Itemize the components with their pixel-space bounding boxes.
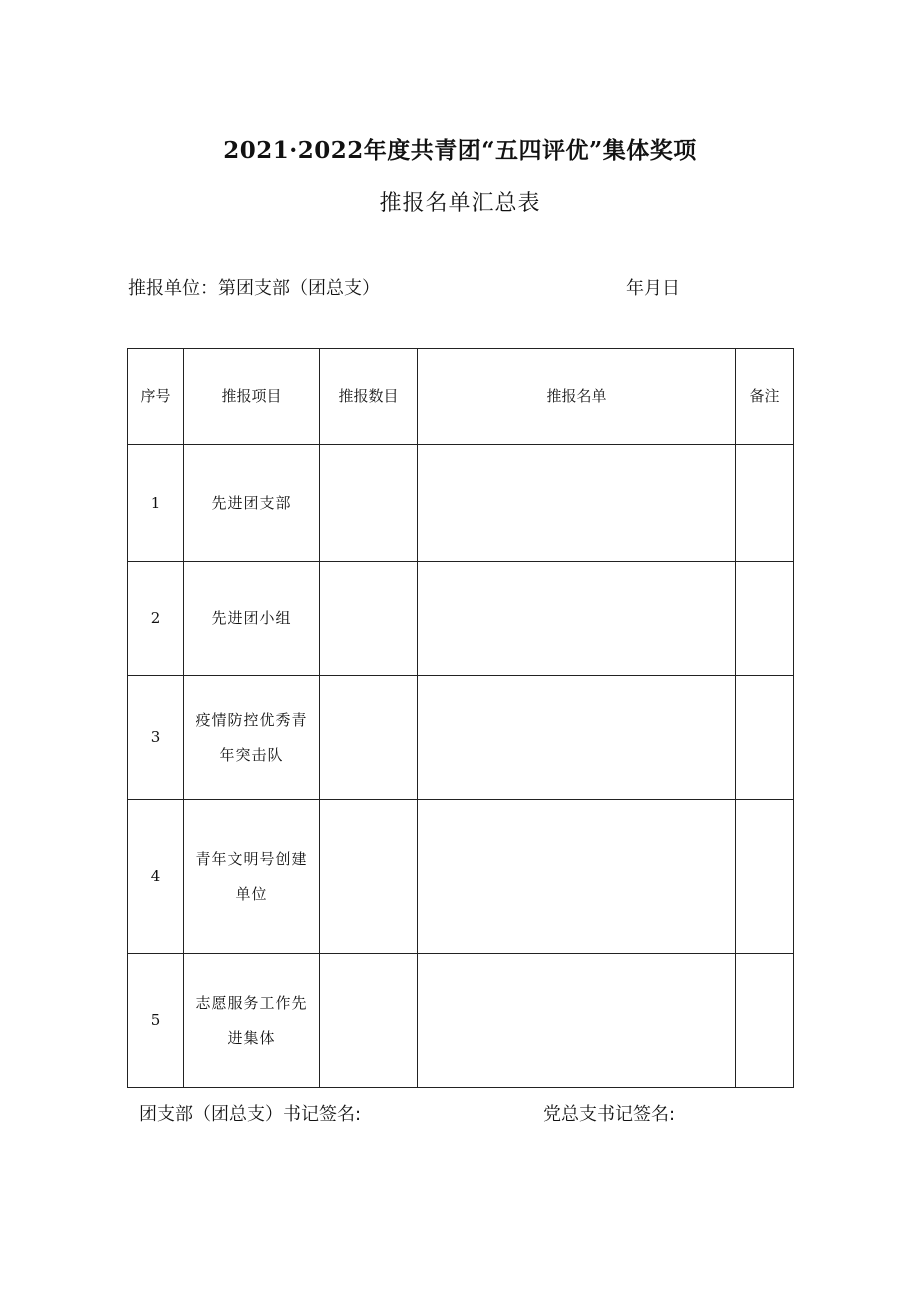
row-note[interactable]	[736, 562, 794, 676]
row-item-cell	[184, 676, 320, 800]
row-item: 志愿服务工作先进集体	[195, 993, 308, 1047]
party-secretary-signature-label: 党总支书记签名:	[543, 1104, 676, 1125]
row-item: 青年文明号创建单位	[195, 849, 308, 903]
header-names: 推报名单	[418, 349, 736, 445]
table-row	[128, 676, 794, 800]
row-item: 疫情防控优秀青年突击队	[195, 710, 308, 764]
row-names[interactable]	[418, 445, 736, 562]
table-header-row	[128, 349, 794, 445]
row-count[interactable]	[320, 954, 418, 1088]
document-subtitle: 推报名单汇总表	[379, 191, 541, 216]
row-count[interactable]	[320, 445, 418, 562]
row-no: 4	[128, 800, 184, 954]
row-item: 先进团支部	[211, 493, 292, 512]
row-names[interactable]	[418, 954, 736, 1088]
recommending-unit-label: 推报单位：第团支部（团总支）	[128, 278, 380, 299]
summary-table	[127, 348, 794, 1088]
row-note[interactable]	[736, 676, 794, 800]
date-label: 年月日	[626, 278, 680, 299]
row-item: 先进团小组	[211, 609, 292, 627]
header-count: 推报数目	[320, 349, 418, 445]
header-item: 推报项目	[184, 349, 320, 445]
row-no: 2	[128, 562, 184, 676]
row-item-cell	[184, 562, 320, 676]
league-secretary-signature-label: 团支部（团总支）书记签名:	[139, 1104, 362, 1125]
row-no: 1	[128, 445, 184, 562]
row-no: 3	[128, 676, 184, 800]
row-names[interactable]	[418, 562, 736, 676]
row-item-cell	[184, 445, 320, 562]
row-count[interactable]	[320, 562, 418, 676]
table-row	[128, 800, 794, 954]
row-note[interactable]	[736, 954, 794, 1088]
row-no: 5	[128, 954, 184, 1088]
row-count[interactable]	[320, 800, 418, 954]
header-no: 序号	[128, 349, 184, 445]
table-row	[128, 445, 794, 562]
row-names[interactable]	[418, 676, 736, 800]
document-title: 2021·2022年度共青团“五四评优”集体奖项	[223, 137, 697, 164]
table-row	[128, 954, 794, 1088]
row-item-cell	[184, 800, 320, 954]
header-note: 备注	[736, 349, 794, 445]
row-note[interactable]	[736, 445, 794, 562]
row-item-cell	[184, 954, 320, 1088]
table-row	[128, 562, 794, 676]
row-names[interactable]	[418, 800, 736, 954]
row-count[interactable]	[320, 676, 418, 800]
row-note[interactable]	[736, 800, 794, 954]
